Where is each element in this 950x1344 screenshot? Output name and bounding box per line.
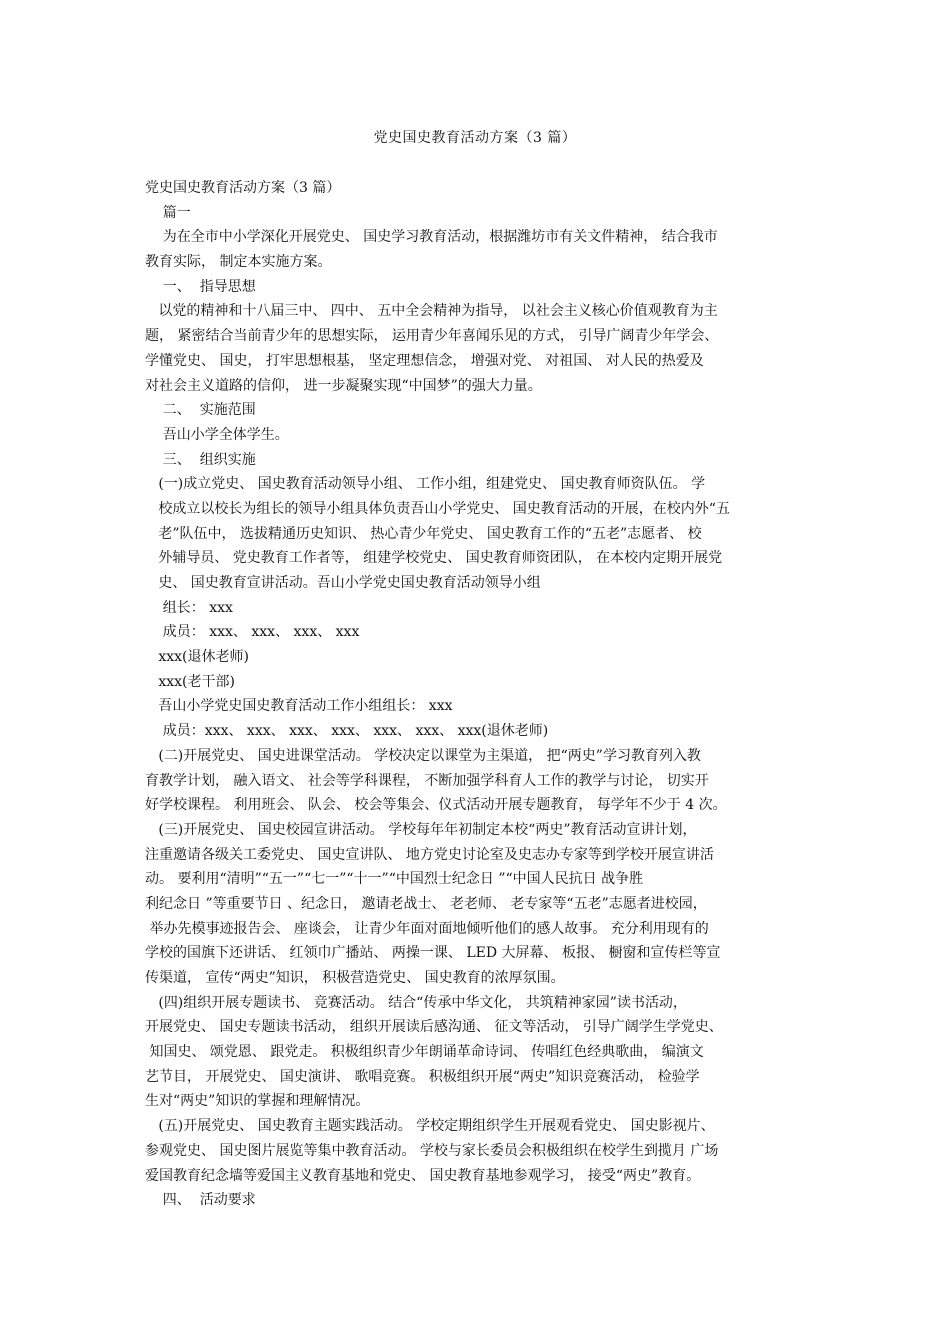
text-line: xxx(老干部) xyxy=(145,673,235,690)
text-line: 学校的国旗下还讲话、 红领巾广播站、 两操一课、 LED 大屏幕、 板报、 橱窗和宣传栏等宣 xyxy=(145,945,721,962)
text-line: (三)开展党史、 国史校园宣讲活动。 学校每年年初制定本校“两史”教育活动宣讲计划， xyxy=(145,821,697,838)
text-line: 成员： xxx、 xxx、 xxx、 xxx xyxy=(145,624,360,641)
text-line: 以党的精神和十八届三中、 四中、 五中全会精神为指导， 以社会主义核心价值观教育为主 xyxy=(145,303,718,320)
text-line: 四、 活动要求 xyxy=(145,1192,256,1209)
text-line: 二、 实施范围 xyxy=(145,402,256,419)
text-line: 篇一 xyxy=(145,204,191,221)
text-line: 注重邀请各级关工委党史、 国史宣讲队、 地方党史讨论室及史志办专家等到学校开展宣讲活 xyxy=(145,846,714,863)
text-line: 党史国史教育活动方案（3 篇） xyxy=(145,180,341,196)
text-line: 开展党史、 国史专题读书活动， 组织开展读后感沟通、 征文等活动， 引导广阔学生学党史、 xyxy=(145,1019,723,1036)
text-line: 育教学计划， 融入语文、 社会等学科课程， 不断加强学科育人工作的教学与讨论， 切实开 xyxy=(145,772,709,789)
text-line: 参观党史、 国史图片展览等集中教育活动。 学校与家长委员会积极组织在校学生到揽月 广场 xyxy=(145,1142,719,1159)
text-line: 校成立以校长为组长的领导小组具体负责吾山小学党史、 国史教育活动的开展，在校内外“五 xyxy=(145,500,730,517)
text-line: 教育实际， 制定本实施方案。 xyxy=(145,254,332,271)
text-line: 组长： xxx xyxy=(145,599,233,616)
text-line: (二)开展党史、 国史进课堂活动。 学校决定以课堂为主渠道， 把“两史”学习教育列入教 xyxy=(145,747,701,764)
text-line: 举办先模事迹报告会、 座谈会， 让青少年面对面地倾听他们的感人故事。 充分利用现有的 xyxy=(145,920,709,937)
text-line: 利纪念日 ”等重要节日 、纪念日， 邀请老战士、 老老师、 老专家等“五老”志愿者进校园， xyxy=(145,895,707,912)
text-line: 传渠道， 宣传“两史”知识， 积极营造党史、 国史教育的浓厚氛围。 xyxy=(145,970,565,986)
text-line: 吾山小学全体学生。 xyxy=(145,426,289,443)
text-line: 对社会主义道路的信仰， 进一步凝聚实现“中国梦”的强大力量。 xyxy=(145,377,542,394)
text-line: 外辅导员、 党史教育工作者等， 组建学校党史、 国史教育师资团队， 在本校内定期开展党 xyxy=(145,550,723,567)
text-line: xxx(退休老师) xyxy=(145,649,249,666)
text-line: 一、 指导思想 xyxy=(145,278,256,295)
text-line: (四)组织开展专题读书、 竞赛活动。 结合“传承中华文化， 共筑精神家园”读书活动， xyxy=(145,994,687,1011)
text-line: 三、 组织实施 xyxy=(145,451,256,468)
document-title: 党史国史教育活动方案（3 篇） xyxy=(373,130,577,146)
text-line: 生对“两史”知识的掌握和理解情况。 xyxy=(145,1093,370,1110)
text-line: 为在全市中小学深化开展党史、 国史学习教育活动，根据潍坊市有关文件精神， 结合我市 xyxy=(145,229,718,246)
text-line: (五)开展党史、 国史教育主题实践活动。 学校定期组织学生开展观看党史、 国史影视片、 xyxy=(145,1118,715,1135)
text-line: 动。 要利用“清明”“五一”“七一”“十一”“中国烈士纪念日 ”“中国人民抗日 战争胜 xyxy=(145,871,644,888)
document-body xyxy=(145,176,815,1213)
text-line: 史、 国史教育宣讲活动。吾山小学党史国史教育活动领导小组 xyxy=(145,575,541,591)
text-line: 老”队伍中， 选拔精通历史知识、 热心青少年党史、 国史教育工作的“五老”志愿者、 校 xyxy=(145,525,702,542)
text-line: 题， 紧密结合当前青少年的思想实际， 运用青少年喜闻乐见的方式， 引导广阔青少年学会、 xyxy=(145,328,719,345)
text-line: 成员：xxx、 xxx、 xxx、 xxx、 xxx、 xxx、 xxx(退休老师) xyxy=(145,723,549,740)
text-line: 好学校课程。 利用班会、 队会、 校会等集会、仪式活动开展专题教育， 每学年不少于 4 次。 xyxy=(145,797,727,814)
text-line: 学懂党史、 国史， 打牢思想根基， 坚定理想信念， 增强对党、 对祖国、 对人民的热爱及 xyxy=(145,352,704,369)
text-line: 爱国教育纪念墙等爱国主义教育基地和党史、 国史教育基地参观学习， 接受“两史”教育。 xyxy=(145,1167,701,1184)
text-line: 知国史、 颂党恩、 跟党走。 积极组织青少年朗诵革命诗词、 传唱红色经典歌曲， 编演文 xyxy=(145,1044,704,1061)
text-line: 艺节目， 开展党史、 国史演讲、 歌唱竞赛。 积极组织开展“两史”知识竞赛活动， 检验学 xyxy=(145,1068,700,1085)
text-line: (一)成立党史、 国史教育活动领导小组、 工作小组，组建党史、 国史教育师资队伍。 学 xyxy=(145,476,706,493)
text-line: 吾山小学党史国史教育活动工作小组组长： xxx xyxy=(145,698,453,715)
